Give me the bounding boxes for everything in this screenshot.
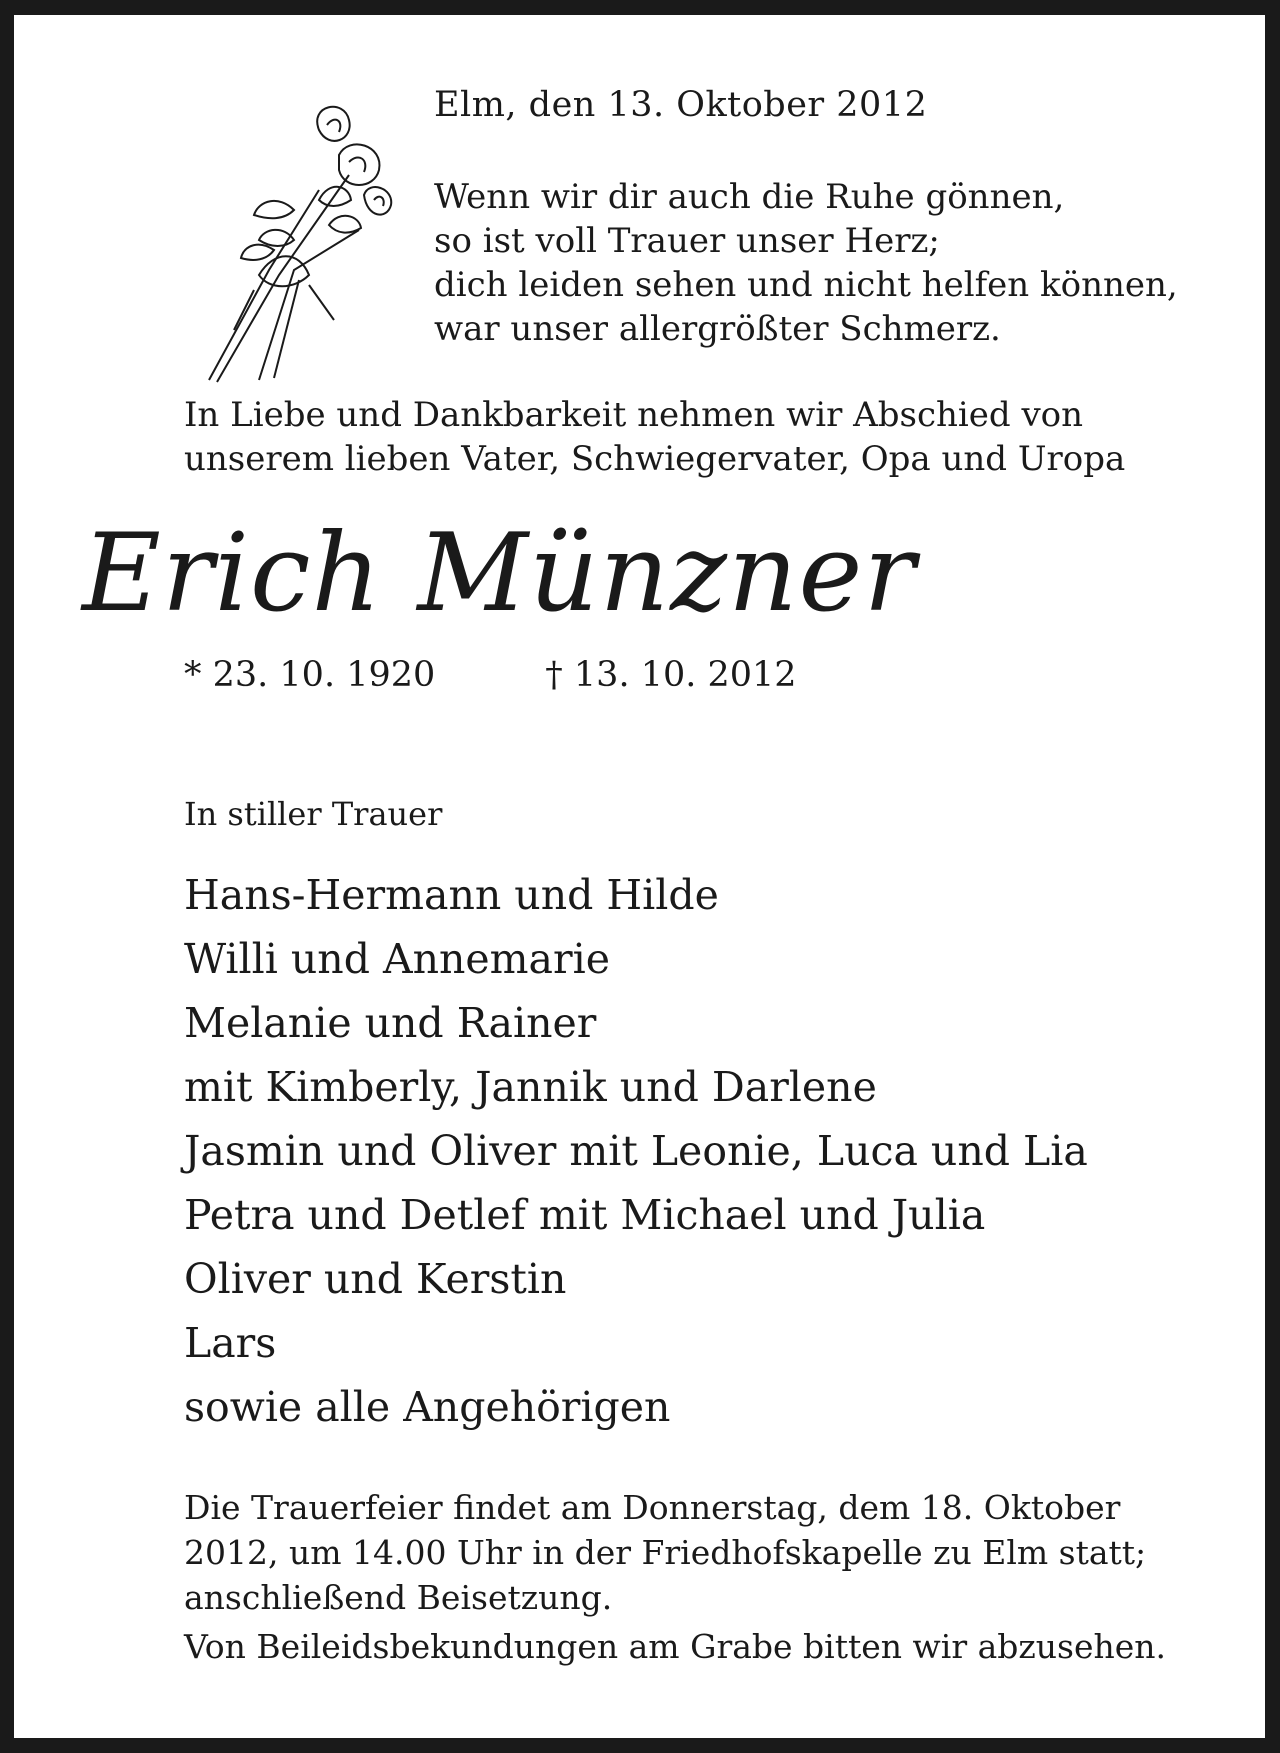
service-line: anschließend Beisetzung. <box>184 1578 613 1617</box>
mourning-heading: In stiller Trauer <box>184 795 443 833</box>
life-dates <box>184 655 797 695</box>
service-line: 2012, um 14.00 Uhr in der Friedhofskapelle zu Elm statt; <box>184 1533 1147 1572</box>
mourner-entry: Hans-Hermann und Hilde <box>184 871 719 919</box>
mourner-entry: Oliver und Kerstin <box>184 1255 567 1303</box>
mourner-entry: mit Kimberly, Jannik und Darlene <box>184 1063 877 1111</box>
mourner-entry: sowie alle Angehörigen <box>184 1383 671 1431</box>
mourner-entry: Jasmin und Oliver mit Leonie, Luca und Lia <box>184 1127 1088 1175</box>
mourner-entry: Lars <box>184 1319 277 1367</box>
poem <box>434 175 1178 351</box>
service-info <box>184 1485 1219 1620</box>
mourners-list <box>184 863 1088 1439</box>
intro-line: unserem lieben Vater, Schwiegervater, Opa und Uropa <box>184 439 1126 479</box>
poem-line: Wenn wir dir auch die Ruhe gönnen, <box>434 177 1065 217</box>
poem-line: so ist voll Trauer unser Herz; <box>434 221 940 261</box>
death-date: † 13. 10. 2012 <box>545 655 797 695</box>
mourner-entry: Petra und Detlef mit Michael und Julia <box>184 1191 986 1239</box>
poem-line: war unser allergrößter Schmerz. <box>434 309 1001 349</box>
place-date: Elm, den 13. Oktober 2012 <box>434 85 928 125</box>
poem-line: dich leiden sehen und nicht helfen können, <box>434 265 1178 305</box>
roses-bouquet-icon <box>199 100 424 385</box>
mourner-entry: Willi und Annemarie <box>184 935 610 983</box>
service-line: Die Trauerfeier findet am Donnerstag, dem 18. Oktober <box>184 1488 1121 1527</box>
condolence-note: Von Beileidsbekundungen am Grabe bitten wir abzusehen. <box>184 1627 1167 1666</box>
birth-date: * 23. 10. 1920 <box>184 655 436 695</box>
obituary-notice <box>14 15 1265 1738</box>
deceased-name: Erich Münzner <box>82 511 917 636</box>
mourner-entry: Melanie und Rainer <box>184 999 597 1047</box>
farewell-intro <box>184 393 1214 481</box>
intro-line: In Liebe und Dankbarkeit nehmen wir Abschied von <box>184 395 1084 435</box>
